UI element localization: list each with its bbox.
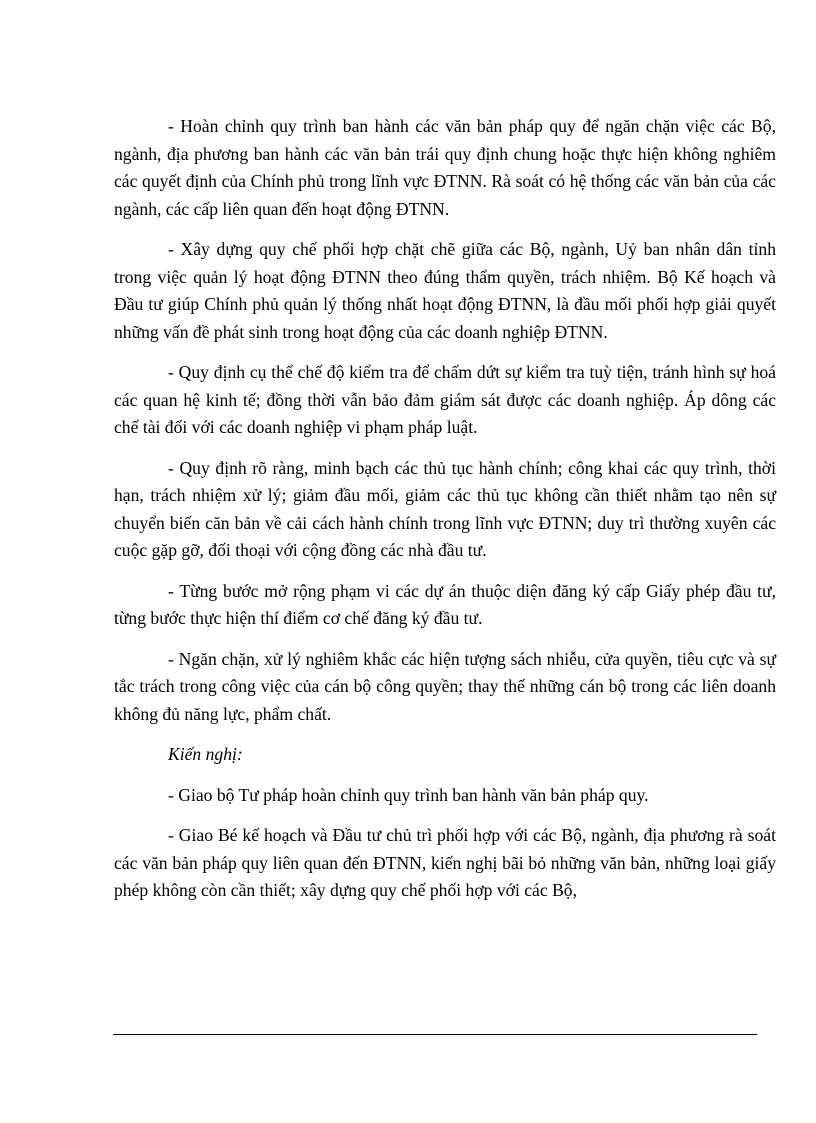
recommendation-justice: - Giao bộ Tư pháp hoàn chỉnh quy trình ban hành văn bản pháp quy.: [168, 784, 649, 805]
footer-divider: [113, 1034, 757, 1035]
body-text: [114, 113, 776, 918]
recommendation-planning: - Giao Bé kế hoạch và Đầu tư chủ trì phối hợp với các Bộ, ngành, địa phương rà soát các văn bản pháp quy liên quan đến ĐTNN, kiến nghị bãi bỏ những văn bản, những loại giấy phép không còn cần thiết; xây dựng quy chế phối hợp với các Bộ,: [114, 825, 776, 900]
paragraph-admin-procedures: - Quy định rõ ràng, minh bạch các thủ tục hành chính; công khai các quy trình, thời hạn, trách nhiệm xử lý; giảm đầu mối, giảm các thủ tục không cần thiết nhằm tạo nên sự chuyển biến căn bản về cải cách hành chính trong lĩnh vực ĐTNN; duy trì thường xuyên các cuộc gặp gỡ, đối thoại với cộng đồng các nhà đầu tư.: [114, 457, 776, 560]
recommendations-heading: Kiến nghị:: [168, 744, 243, 764]
paragraph-legal-process: - Hoàn chỉnh quy trình ban hành các văn bản pháp quy để ngăn chặn việc các Bộ, ngành, địa phương ban hành các văn bản trái quy định chung hoặc thực hiện không nghiêm các quyết định của Chính phủ trong lĩnh vực ĐTNN. Rà soát có hệ thống các văn bản của các ngành, các cấp liên quan đến hoạt động ĐTNN.: [114, 116, 776, 219]
paragraph-registration: - Từng bước mở rộng phạm vi các dự án thuộc diện đăng ký cấp Giấy phép đầu tư, từng bước thực hiện thí điểm cơ chế đăng ký đầu tư.: [114, 580, 776, 628]
paragraph-anti-corruption: - Ngăn chặn, xử lý nghiêm khắc các hiện tượng sách nhiễu, cửa quyền, tiêu cực và sự tắc trách trong công việc của cán bộ công quyền; thay thế những cán bộ trong các liên doanh không đủ năng lực, phẩm chất.: [114, 648, 776, 724]
paragraph-coordination: - Xây dựng quy chế phối hợp chặt chẽ giữa các Bộ, ngành, Uỷ ban nhân dân tỉnh trong việc quản lý hoạt động ĐTNN theo đúng thẩm quyền, trách nhiệm. Bộ Kế hoạch và Đầu tư giúp Chính phủ quản lý thống nhất hoạt động ĐTNN, là đầu mối phối hợp giải quyết những vấn đề phát sinh trong hoạt động của các doanh nghiệp ĐTNN.: [114, 239, 776, 342]
paragraph-inspection: - Quy định cụ thể chế độ kiểm tra để chấm dứt sự kiểm tra tuỳ tiện, tránh hình sự hoá các quan hệ kinh tế; đồng thời vẫn bảo đảm giám sát được các doanh nghiệp. Áp dông các chế tài đối với các doanh nghiệp vi phạm pháp luật.: [114, 362, 776, 437]
